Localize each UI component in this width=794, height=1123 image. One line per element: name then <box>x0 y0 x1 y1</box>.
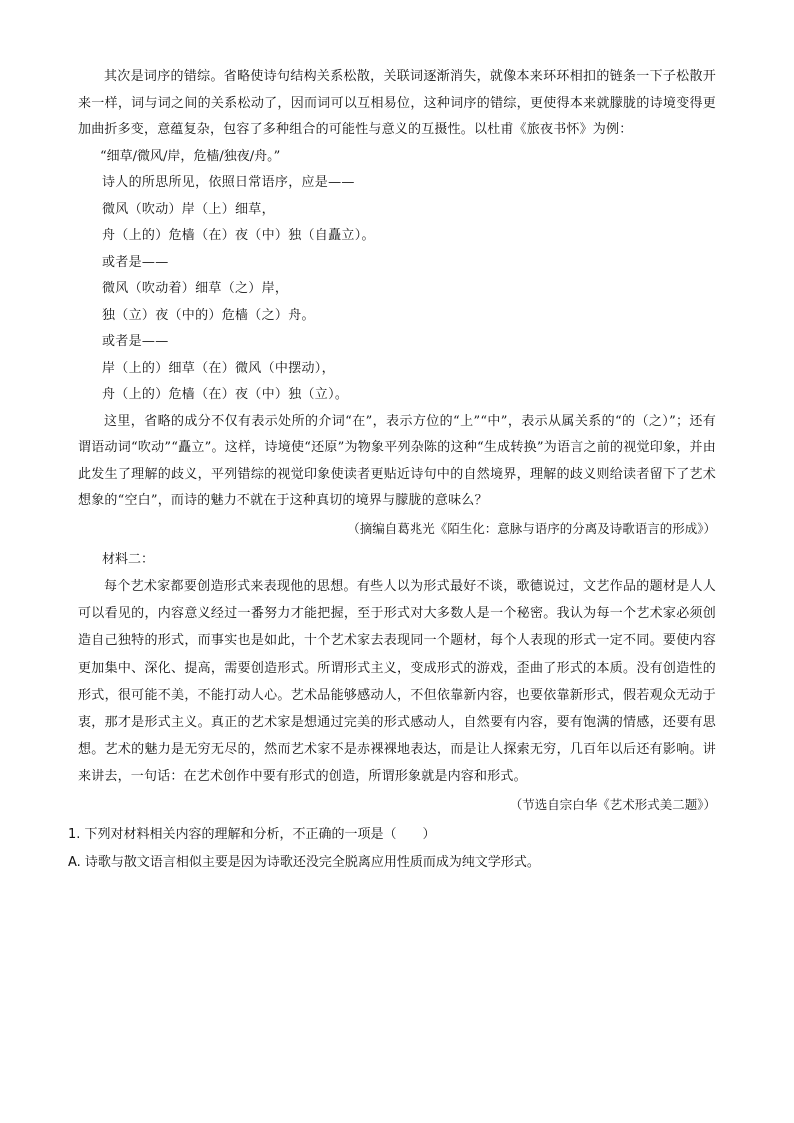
option-a[interactable]: A. 诗歌与散文语言相似主要是因为诗歌还没完全脱离应用性质而成为纯文学形式。 <box>68 854 540 870</box>
material1-source: （摘编自葛兆光《陌生化：意脉与语序的分离及诗歌语言的形成》） <box>347 520 716 536</box>
question-stem: 1. 下列对材料相关内容的理解和分析，不正确的一项是（ ） <box>68 826 436 842</box>
reading2-line-a: 微风（吹动着）细草（之）岸， <box>102 281 289 296</box>
or-line-2: 或者是—— <box>102 334 169 349</box>
reading3-line-b: 舟（上的）危樯（在）夜（中）独（立）。 <box>102 387 349 402</box>
poem-quote: “细草/微风/岸，危樯/独夜/舟。” <box>100 148 281 164</box>
reading1-line-a: 微风（吹动）岸（上）细草， <box>102 201 275 217</box>
reading2-line-b: 独（立）夜（中的）危樯（之）舟。 <box>102 307 315 323</box>
material1-intro-paragraph: 其次是词序的错综。省略使诗句结构关系松散，关联词逐渐消失，就像本来环环相扣的链条一下子松散开来一样，词与词之间的关系松动了，因而词可以互相易位，这种词序的错综，更使得本来就朦胧的诗境变得更加曲折多变，意蕴复杂，包容了多种组合的可能性与意义的互摄性。以杜甫《旅夜书怀》为例： <box>78 69 716 137</box>
document-page <box>68 64 716 877</box>
material2-source: （节选自宗白华《艺术形式美二题》） <box>509 796 716 812</box>
reading1-line-b: 舟（上的）危樯（在）夜（中）独（自矗立）。 <box>102 228 375 243</box>
material2-label: 材料二： <box>102 551 155 567</box>
poet-sees-line: 诗人的所思所见，依照日常语序，应是—— <box>102 175 355 190</box>
or-line-1: 或者是—— <box>102 254 169 270</box>
material1-here-paragraph: 这里，省略的成分不仅有表示处所的介词“在”，表示方位的“上”“中”，表示从属关系的“的（之）”；还有谓语动词“吹动”“矗立”。这样，诗境使“还原”为物象平列杂陈的这种“生成转换”为语言之前的视觉印象，并由此发生了理解的歧义，平列错综的视觉印象使读者更贴近诗句中的自然境界，理解的歧义则给读者留下了艺术想象的“空白”，而诗的魅力不就在于这种真切的境界与朦胧的意味么？ <box>78 413 716 508</box>
material2-body: 每个艺术家都要创造形式来表现他的思想。有些人以为形式最好不谈，歌德说过，文艺作品的题材是人人可以看见的，内容意义经过一番努力才能把握，至于形式对大多数人是一个秘密。我认为每一个艺术家必须创造自己独特的形式，而事实也是如此，十个艺术家去表现同一个题材，每个人表现的形式一定不同。要使内容更加集中、深化、提高，需要创造形式。所谓形式主义，变成形式的游戏，歪曲了形式的本质。没有创造性的形式，很可能不美，不能打动人心。艺术品能够感动人，不但依靠新内容，也要依靠新形式，假若观众无动于衷，那才是形式主义。真正的艺术家是想通过完美的形式感动人，自然要有内容，要有饱满的情感，还要有思想。艺术的魅力是无穷无尽的，然而艺术家不是赤裸裸地表达，而是让人探索无穷，几百年以后还有影响。讲来讲去，一句话：在艺术创作中要有形式的创造，所谓形象就是内容和形式。 <box>78 579 716 785</box>
reading3-line-a: 岸（上的）细草（在）微风（中摆动）， <box>102 360 335 376</box>
